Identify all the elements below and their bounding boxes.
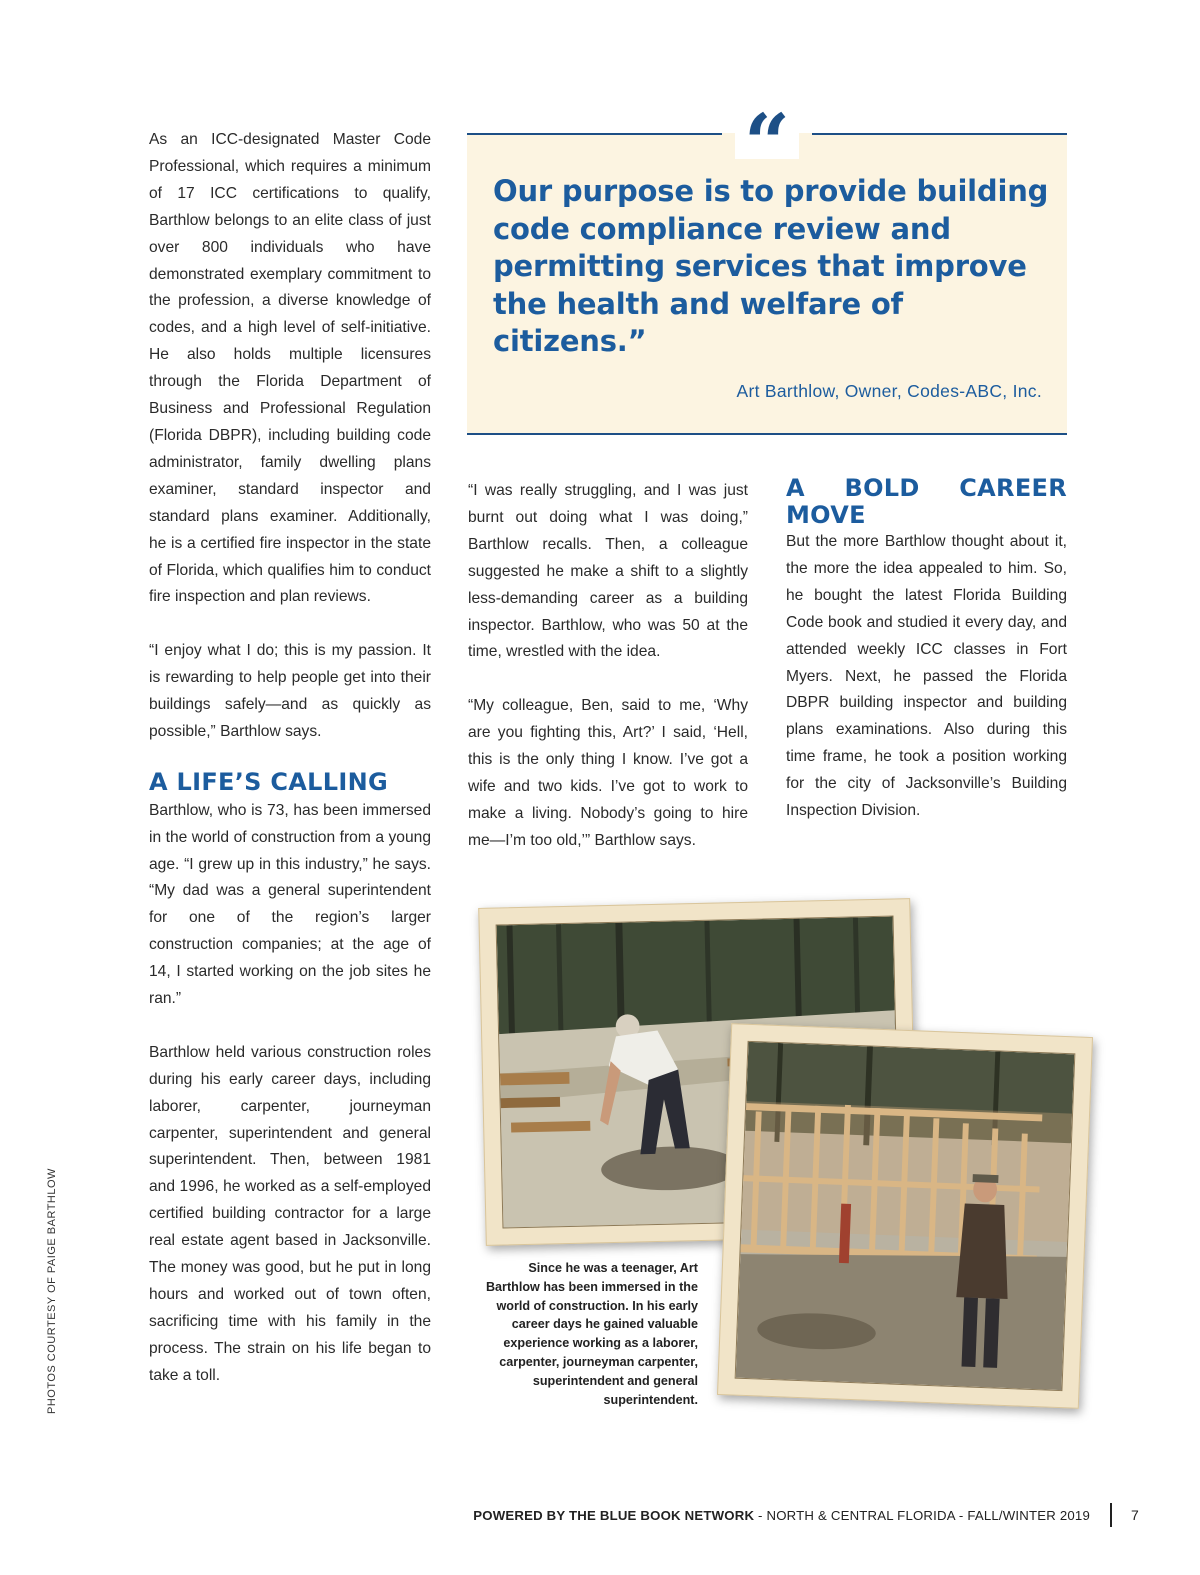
article-column-right [786, 475, 1067, 825]
article-column-middle [468, 478, 748, 855]
pull-quote-text: Our purpose is to provide building code compliance review and permitting services that improve the health and welfare of citizens.” [493, 174, 1049, 358]
section-heading-lifes-calling: A LIFE’S CALLING [149, 767, 388, 796]
footer-edition: - NORTH & CENTRAL FLORIDA - FALL/WINTER 2019 [754, 1508, 1090, 1523]
quote-rule-right [812, 133, 1067, 135]
body-paragraph: Barthlow held various construction roles during his early career days, including laborer, carpenter, journeyman carpenter, superintendent and general superintendent. Then, between 1981 and 1996, he worked as a self-employed certified building contractor for a large real estate agent based in Jacksonville. The money was good, but he put in long hours and worked out of town often, sacrificing time with his family in the process. The strain on his life began to take a toll. [149, 1043, 431, 1384]
photo-image [735, 1041, 1076, 1391]
photo-man-at-framed-building [717, 1023, 1093, 1409]
quote-rule-left [467, 133, 722, 135]
pull-quote-attribution: Art Barthlow, Owner, Codes-ABC, Inc. [736, 381, 1042, 401]
article-column-left [149, 127, 431, 1390]
body-paragraph: “I enjoy what I do; this is my passion. It is rewarding to help people get into their buildings safely—and as quickly as possible,” Barthlow says. [149, 642, 431, 740]
page-footer [300, 1508, 1090, 1523]
pull-quote-box [467, 96, 1067, 435]
quote-mark-icon: “ [735, 103, 799, 159]
footer-divider [1110, 1503, 1112, 1527]
photo-caption: Since he was a teenager, Art Barthlow has been immersed in the world of construction. In his early career days he gained valuable experience working as a laborer, carpenter, journeyman carpenter, superintendent and general superintendent. [485, 1261, 698, 1407]
body-paragraph: “My colleague, Ben, said to me, ‘Why are you fighting this, Art?’ I said, ‘Hell, this is the only thing I know. I’ve got a wife and two kids. I’ve got to work to make a living. Nobody’s going to hire me—I’m too old,’” Barthlow says. [468, 697, 748, 849]
photo-credit: PHOTOS COURTESY OF PAIGE BARTHLOW [46, 1168, 58, 1414]
body-paragraph: Barthlow, who is 73, has been immersed in the world of construction from a young age. “I grew up in this industry,” he says. “My dad was a general superintendent for one of the region’s larger construction companies; at the age of 14, I started working on the job sites he ran.” [149, 801, 431, 1008]
body-paragraph: As an ICC-designated Master Code Professional, which requires a minimum of 17 ICC certifications to qualify, Barthlow belongs to an elite class of just over 800 individuals who have demonstrated exemplary commitment to the profession, a diverse knowledge of codes, and a high level of self-initiative. He also holds multiple licensures through the Florida Department of Business and Professional Regulation (Florida DBPR), including building code administrator, family dwelling plans examiner, standard inspector and standard plans examiner. Additionally, he is a certified fire inspector in the state of Florida, which qualifies him to conduct fire inspection and plan reviews. [149, 131, 431, 606]
page-number: 7 [1131, 1507, 1139, 1523]
photo-wall-framing-illustration [736, 1042, 1075, 1390]
footer-brand: POWERED BY THE BLUE BOOK NETWORK [473, 1508, 755, 1523]
body-paragraph: But the more Barthlow thought about it, the more the idea appealed to him. So, he bought the latest Florida Building Code book and studied it every day, and attended weekly ICC classes in Fort Myers. Next, he passed the Florida DBPR building inspector and building plans examinations. Also during this time frame, he took a position working for the city of Jacksonville’s Building Inspection Division. [786, 533, 1067, 820]
section-heading-bold-career-move: A BOLD CAREER MOVE [786, 474, 1067, 529]
body-paragraph: “I was really struggling, and I was just burnt out doing what I was doing,” Barthlow recalls. Then, a colleague suggested he make a shift to a slightly less-demanding career as a building inspector. Barthlow, who was 50 at the time, wrestled with the idea. [468, 482, 748, 661]
